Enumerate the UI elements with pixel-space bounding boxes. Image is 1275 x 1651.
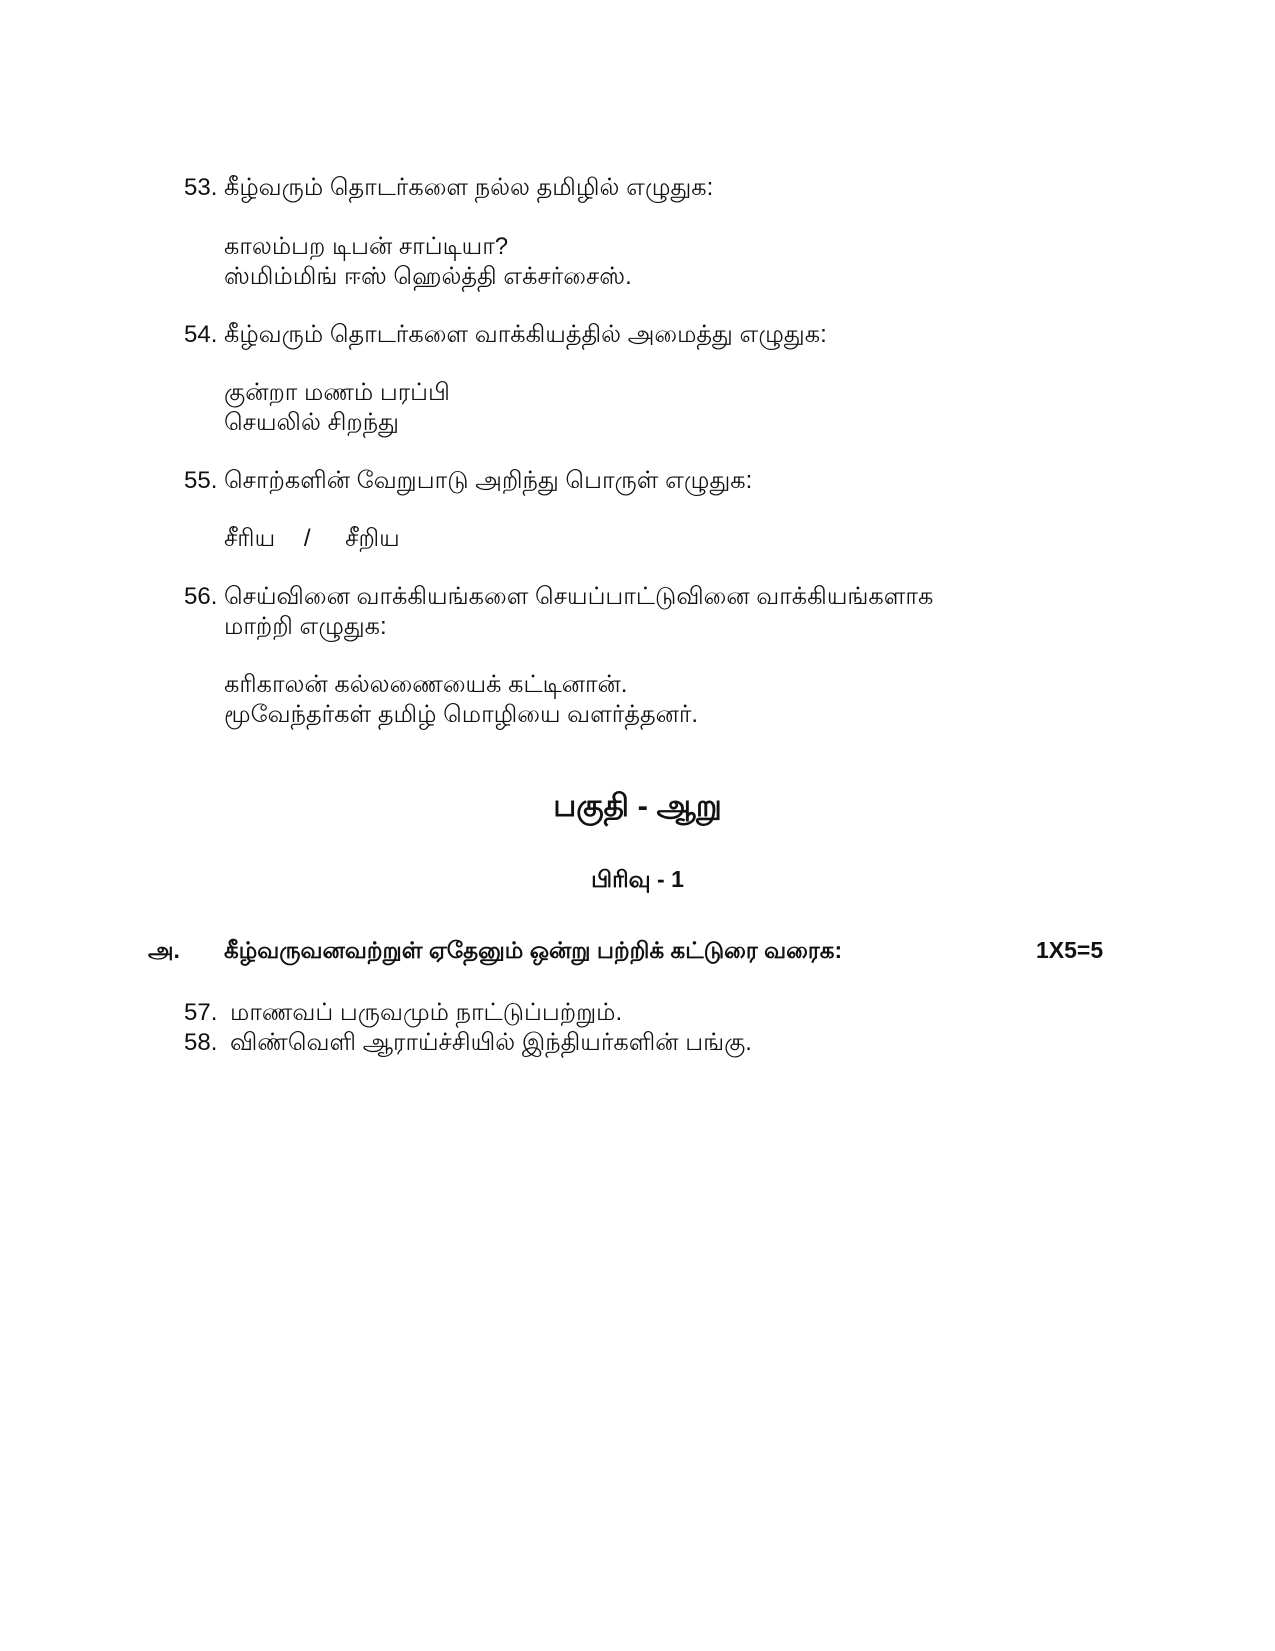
section-subtitle: பிரிவு - 1: [591, 866, 684, 892]
question-number: 55.: [184, 467, 218, 494]
question-number: 56.: [184, 583, 218, 610]
question-54-line-2: செயலில் சிறந்து: [224, 409, 399, 436]
question-56-prompt-continued: மாற்றி எழுதுக:: [224, 613, 387, 640]
section-title: பகுதி - ஆறு: [553, 788, 722, 823]
instruction-label: அ.: [148, 937, 180, 963]
question-prompt: கீழ்வரும் தொடர்களை வாக்கியத்தில் அமைத்து எழுதுக:: [224, 321, 827, 348]
instruction-text: கீழ்வருவனவற்றுள் ஏதேனும் ஒன்று பற்றிக் கட்டுரை வரைக:: [224, 937, 843, 963]
topic-text: விண்வெளி ஆராய்ச்சியில் இந்தியர்களின் பங்கு.: [230, 1029, 752, 1056]
instruction-marks: 1X5=5: [1036, 937, 1104, 963]
word-left: சீரிய: [224, 525, 276, 552]
question-56-line-1: கரிகாலன் கல்லணையைக் கட்டினான்.: [224, 671, 628, 698]
topic-number: 58.: [184, 1029, 218, 1056]
question-54-line-1: குன்றா மணம் பரப்பி: [224, 379, 450, 406]
question-prompt: சொற்களின் வேறுபாடு அறிந்து பொருள் எழுதுக:: [224, 467, 753, 494]
topic-number: 57.: [184, 999, 218, 1026]
question-53-line-2: ஸ்மிம்மிங் ஈஸ் ஹெல்த்தி எக்சர்சைஸ்.: [224, 263, 632, 290]
word-separator: /: [303, 525, 311, 552]
word-pair: [224, 524, 400, 554]
question-53-line-1: காலம்பற டிபன் சாப்டியா?: [224, 233, 509, 260]
question-number: 54.: [184, 321, 218, 348]
question-prompt: கீழ்வரும் தொடர்களை நல்ல தமிழில் எழுதுக:: [224, 174, 714, 201]
word-right: சீறிய: [345, 525, 400, 552]
question-number: 53.: [184, 174, 218, 201]
question-prompt: செய்வினை வாக்கியங்களை செயப்பாட்டுவினை வாக்கியங்களாக: [224, 583, 934, 610]
topic-text: மாணவப் பருவமும் நாட்டுப்பற்றும்.: [230, 999, 623, 1026]
question-56-line-2: மூவேந்தர்கள் தமிழ் மொழியை வளர்த்தனர்.: [224, 701, 699, 728]
